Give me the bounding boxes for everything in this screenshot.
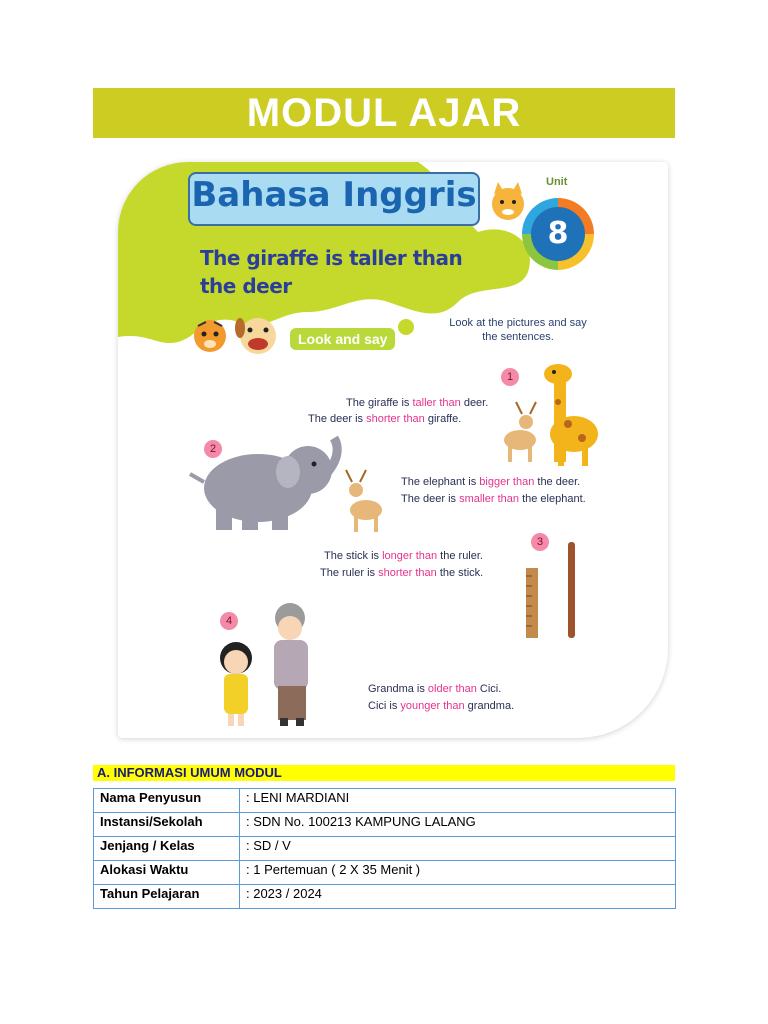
- sentence-text: grandma.: [464, 700, 515, 712]
- row-value: : LENI MARDIANI: [240, 789, 676, 813]
- table-row: [94, 813, 676, 837]
- table-row: [94, 789, 676, 813]
- sentence-text: deer.: [460, 397, 489, 409]
- comparative-highlight: shorter than: [378, 567, 437, 579]
- sentence-text: Grandma is: [368, 683, 428, 695]
- grandma-icon: [274, 603, 308, 726]
- sentence-text: The deer is: [401, 493, 460, 505]
- sentence-text: the ruler.: [437, 550, 483, 562]
- comparative-highlight: shorter than: [366, 413, 425, 425]
- table-row: [94, 837, 676, 861]
- sentence: [368, 698, 514, 715]
- title-banner: [93, 88, 675, 138]
- info-table: [93, 788, 676, 909]
- row-key: Alokasi Waktu: [94, 861, 240, 885]
- item-number-badge: 4: [220, 612, 238, 630]
- girl-icon: [220, 642, 252, 726]
- sentence-text: The ruler is: [320, 567, 379, 579]
- sentence: [368, 681, 501, 698]
- sentence-text: giraffe.: [424, 413, 462, 425]
- unit-badge: [522, 198, 594, 270]
- cat-icon: [492, 182, 524, 220]
- row-value: : SD / V: [240, 837, 676, 861]
- row-value: : SDN No. 100213 KAMPUNG LALANG: [240, 813, 676, 837]
- sentence-text: The giraffe is: [346, 397, 413, 409]
- row-key: Jenjang / Kelas: [94, 837, 240, 861]
- ruler-icon: [526, 568, 538, 638]
- comparative-highlight: younger than: [400, 700, 465, 712]
- sentence: [346, 395, 488, 412]
- comparative-highlight: taller than: [412, 397, 461, 409]
- sentence-text: the stick.: [436, 567, 484, 579]
- comparative-highlight: bigger than: [479, 476, 535, 488]
- sentence-text: The stick is: [324, 550, 383, 562]
- table-row: [94, 885, 676, 909]
- comparative-highlight: longer than: [382, 550, 438, 562]
- sentence: [308, 411, 461, 428]
- subject-label: [188, 172, 480, 226]
- lesson-heading: The giraffe is taller than the deer: [200, 246, 463, 298]
- row-value: : 2023 / 2024: [240, 885, 676, 909]
- sentence-text: the elephant.: [519, 493, 586, 505]
- item-number-badge: 1: [501, 368, 519, 386]
- section-a-title: A. INFORMASI UMUM MODUL: [93, 765, 675, 781]
- deer-icon: [346, 470, 382, 532]
- stick-icon: [568, 542, 575, 638]
- row-key: Instansi/Sekolah: [94, 813, 240, 837]
- deer-icon: [504, 402, 536, 462]
- row-value: : 1 Pertemuan ( 2 X 35 Menit ): [240, 861, 676, 885]
- document-title: MODUL AJAR: [246, 90, 522, 135]
- table-row: [94, 861, 676, 885]
- sentence: [324, 548, 483, 565]
- sentence-text: Cici.: [476, 683, 502, 695]
- sentence-text: The deer is: [308, 413, 367, 425]
- sentence: [320, 565, 483, 582]
- instruction-text: Look at the pictures and say the sentences.: [449, 317, 587, 343]
- unit-number: 8: [531, 207, 585, 261]
- unit-label: Unit: [546, 176, 568, 188]
- sentence-text: Cici is: [368, 700, 401, 712]
- row-key: Tahun Pelajaran: [94, 885, 240, 909]
- item-number-badge: 3: [531, 533, 549, 551]
- row-key: Nama Penyusun: [94, 789, 240, 813]
- comparative-highlight: smaller than: [459, 493, 520, 505]
- giraffe-icon: [544, 364, 598, 466]
- sentence-text: The elephant is: [401, 476, 480, 488]
- subject-title: Bahasa Inggris: [191, 175, 477, 215]
- tiger-cub-icon: [194, 320, 226, 352]
- cover-image: [118, 162, 668, 738]
- sentence: [401, 474, 580, 491]
- comparative-highlight: older than: [427, 683, 477, 695]
- look-and-say-label: Look and say: [290, 328, 395, 350]
- dog-icon: [235, 318, 276, 354]
- sentence-text: the deer.: [534, 476, 581, 488]
- item-number-badge: 2: [204, 440, 222, 458]
- sentence: [401, 491, 586, 508]
